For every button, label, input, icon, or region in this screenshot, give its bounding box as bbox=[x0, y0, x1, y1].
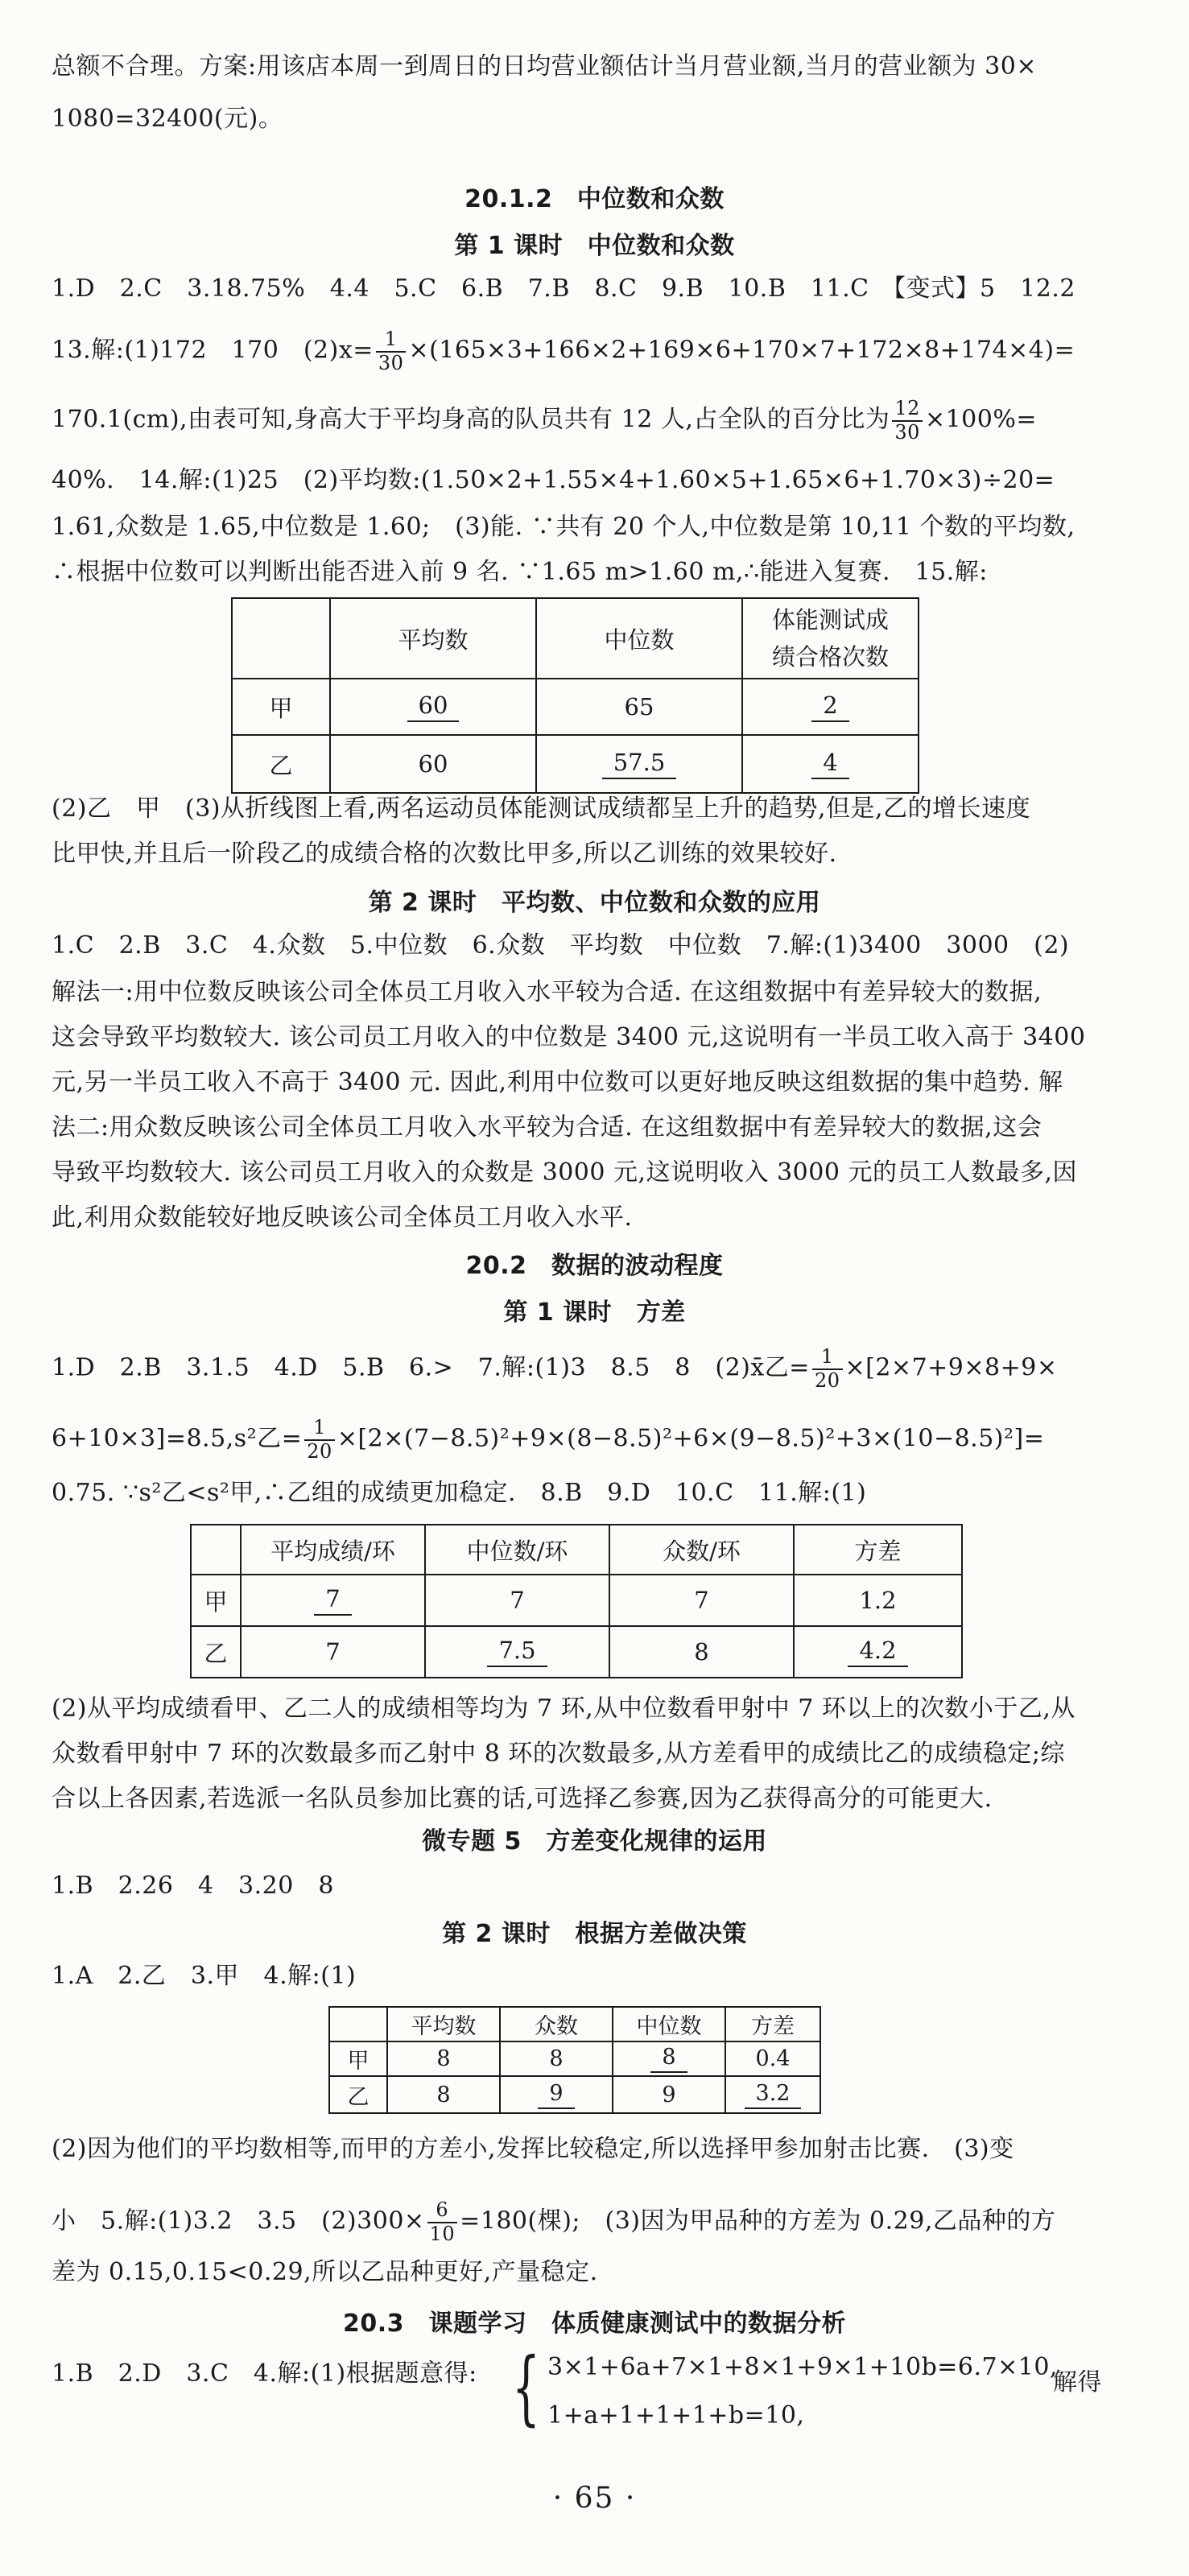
answer-blank: 2 bbox=[811, 691, 848, 722]
table-header-row bbox=[329, 2007, 820, 2041]
table-cell: 65 bbox=[536, 679, 742, 735]
table-header-cell: 中位数 bbox=[536, 598, 742, 679]
table-cell: 7 bbox=[425, 1575, 609, 1626]
text-line: (2)因为他们的平均数相等,而甲的方差小,发挥比较稳定,所以选择甲参加射击比赛. (3)变 bbox=[52, 2135, 1014, 2163]
table-cell: 8 bbox=[609, 1626, 794, 1678]
row-label: 乙 bbox=[232, 735, 330, 793]
section-heading: 20.1.2 中位数和众数 bbox=[464, 185, 725, 213]
section-heading: 20.3 课题学习 体质健康测试中的数据分析 bbox=[342, 2310, 847, 2338]
table-corner-cell bbox=[329, 2007, 387, 2041]
text-segment: 解得 bbox=[1053, 2368, 1102, 2396]
equation-line: 1+a+1+1+1+b=10, bbox=[547, 2401, 805, 2429]
answer-blank: 4.2 bbox=[848, 1637, 907, 1667]
text-line: 合以上各因素,若选派一名队员参加比赛的话,可选择乙参赛,因为乙获得高分的可能更大. bbox=[52, 1785, 993, 1813]
fraction bbox=[304, 1417, 335, 1463]
table-cell bbox=[742, 735, 919, 793]
table-cell bbox=[613, 2041, 725, 2076]
text-segment: ×[2×(7−8.5)²+9×(8−8.5)²+6×(9−8.5)²+3×(10−8.5)²]= bbox=[336, 1424, 1045, 1453]
text-line: 解法一:用中位数反映该公司全体员工月收入水平较为合适. 在这组数据中有差异较大的数据, bbox=[52, 978, 1042, 1006]
page-number: · 65 · bbox=[552, 2482, 637, 2515]
text-line: 1.B 2.D 3.C 4.解:(1)根据题意得: bbox=[52, 2359, 477, 2388]
table-header-cell: 中位数 bbox=[613, 2007, 725, 2041]
text-line: 1.61,众数是 1.65,中位数是 1.60; (3)能. ∵共有 20 个人,中位数是第 10,11 个数的平均数, bbox=[52, 513, 1075, 541]
lesson-heading: 第 1 课时 中位数和众数 bbox=[454, 232, 735, 260]
table-corner-cell bbox=[191, 1525, 241, 1575]
text-line: 这会导致平均数较大. 该公司员工月收入的中位数是 3400 元,这说明有一半员工收入高于 3400 bbox=[52, 1023, 1086, 1051]
text-segment: =180(棵); (3)因为甲品种的方差为 0.29,乙品种的方 bbox=[460, 2207, 1056, 2235]
section-heading: 20.2 数据的波动程度 bbox=[465, 1252, 724, 1280]
table-cell: 7 bbox=[241, 1626, 425, 1678]
text-segment: ×100%= bbox=[924, 405, 1037, 434]
table-header-row bbox=[191, 1525, 962, 1575]
text-line: 1080=32400(元)。 bbox=[52, 105, 283, 133]
text-line: (2)乙 甲 (3)从折线图上看,两名运动员体能测试成绩都呈上升的趋势,但是,乙的增长速度 bbox=[52, 795, 1031, 823]
topic-heading: 微专题 5 方差变化规律的运用 bbox=[422, 1827, 767, 1856]
text-line: 差为 0.15,0.15<0.29,所以乙品种更好,产量稳定. bbox=[52, 2258, 598, 2286]
fraction-numerator: 6 bbox=[427, 2199, 458, 2223]
table-cell bbox=[725, 2076, 820, 2113]
text-line: ∴根据中位数可以判断出能否进入前 9 名. ∵1.65 m>1.60 m,∴能进入复赛. 15.解: bbox=[52, 558, 988, 586]
lesson-heading: 第 2 课时 平均数、中位数和众数的应用 bbox=[368, 889, 821, 917]
table-cell: 8 bbox=[387, 2041, 500, 2076]
answer-blank: 7 bbox=[314, 1585, 351, 1616]
table-cell: 60 bbox=[330, 735, 536, 793]
table-cell: 9 bbox=[613, 2076, 725, 2113]
text-segment: 13.解:(1)172 170 (2)x= bbox=[52, 336, 374, 365]
text-line: 总额不合理。方案:用该店本周一到周日的日均营业额估计当月营业额,当月的营业额为 30× bbox=[52, 52, 1037, 80]
text-line: 元,另一半员工收入不高于 3400 元. 因此,利用中位数可以更好地反映这组数据的集中趋势. 解 bbox=[52, 1068, 1063, 1096]
text-segment: 小 5.解:(1)3.2 3.5 (2)300× bbox=[52, 2207, 425, 2235]
table-cell bbox=[536, 735, 742, 793]
table-header-cell: 众数/环 bbox=[609, 1525, 794, 1575]
table-corner-cell bbox=[232, 598, 330, 679]
text-line: 1.A 2.乙 3.甲 4.解:(1) bbox=[52, 1962, 357, 1990]
fraction bbox=[427, 2199, 458, 2245]
fraction bbox=[892, 398, 923, 444]
fraction bbox=[376, 328, 407, 374]
row-label: 乙 bbox=[191, 1626, 241, 1678]
answer-blank: 4 bbox=[811, 749, 848, 779]
row-label: 甲 bbox=[329, 2041, 387, 2076]
row-label: 甲 bbox=[191, 1575, 241, 1626]
table-header-cell: 方差 bbox=[794, 1525, 962, 1575]
text-line: (2)从平均成绩看甲、乙二人的成绩相等均为 7 环,从中位数看甲射中 7 环以上的次数小于乙,从 bbox=[52, 1695, 1075, 1723]
row-label: 甲 bbox=[232, 679, 330, 735]
text-line bbox=[52, 2199, 1138, 2245]
equation-line: 3×1+6a+7×1+8×1+9×1+10b=6.7×10, bbox=[547, 2353, 1058, 2381]
text-line: 1.B 2.26 4 3.20 8 bbox=[52, 1872, 334, 1900]
fraction-denominator: 20 bbox=[307, 1439, 332, 1463]
table-row bbox=[329, 2076, 820, 2113]
table-cell: 0.4 bbox=[725, 2041, 820, 2076]
text-line bbox=[52, 1417, 1138, 1463]
text-line: 1.C 2.B 3.C 4.众数 5.中位数 6.众数 平均数 中位数 7.解:(1)3400 3000 (2) bbox=[52, 931, 1070, 960]
stats-table-3 bbox=[328, 2006, 821, 2114]
text-segment: 1.D 2.B 3.1.5 4.D 5.B 6.> 7.解:(1)3 8.5 8 (2)x̄乙= bbox=[52, 1353, 810, 1382]
header-line: 绩合格次数 bbox=[771, 643, 889, 671]
table-header-cell: 众数 bbox=[500, 2007, 613, 2041]
table-row bbox=[232, 735, 919, 793]
table-cell: 8 bbox=[500, 2041, 613, 2076]
text-line bbox=[52, 1346, 1138, 1392]
table-header-cell bbox=[742, 598, 919, 679]
fraction-denominator: 10 bbox=[429, 2222, 456, 2245]
fraction-numerator: 1 bbox=[376, 328, 407, 353]
answer-blank: 60 bbox=[407, 691, 460, 722]
fraction-denominator: 20 bbox=[814, 1368, 840, 1392]
text-line: 比甲快,并且后一阶段乙的成绩合格的次数比甲多,所以乙训练的效果较好. bbox=[52, 840, 837, 868]
answer-blank: 8 bbox=[650, 2045, 687, 2073]
table-header-cell: 中位数/环 bbox=[425, 1525, 609, 1575]
header-line: 体能测试成 bbox=[771, 605, 889, 634]
answer-blank: 9 bbox=[538, 2081, 574, 2109]
stats-table-2 bbox=[190, 1524, 963, 1678]
table-header-row bbox=[232, 598, 919, 679]
text-segment: 6+10×3]=8.5,s²乙= bbox=[52, 1424, 303, 1453]
answer-blank: 57.5 bbox=[602, 749, 677, 779]
row-label: 乙 bbox=[329, 2076, 387, 2113]
text-line: 0.75. ∵s²乙<s²甲,∴乙组的成绩更加稳定. 8.B 9.D 10.C 11.解:(1) bbox=[52, 1479, 867, 1507]
table-cell bbox=[500, 2076, 613, 2113]
stats-table-1 bbox=[231, 597, 919, 794]
table-cell bbox=[794, 1626, 962, 1678]
text-line: 40%. 14.解:(1)25 (2)平均数:(1.50×2+1.55×4+1.60×5+1.65×6+1.70×3)÷20= bbox=[52, 466, 1055, 494]
table-cell bbox=[330, 679, 536, 735]
text-line: 法二:用众数反映该公司全体员工月收入水平较为合适. 在这组数据中有差异较大的数据,这会 bbox=[52, 1113, 1042, 1141]
text-line: 1.D 2.C 3.18.75% 4.4 5.C 6.B 7.B 8.C 9.B 10.B 11.C 【变式】5 12.2 bbox=[52, 275, 1075, 303]
fraction-denominator: 30 bbox=[378, 351, 404, 374]
text-segment: 170.1(cm),由表可知,身高大于平均身高的队员共有 12 人,占全队的百分比为 bbox=[52, 405, 890, 434]
table-cell bbox=[425, 1626, 609, 1678]
text-line: 此,利用众数能较好地反映该公司全体员工月收入水平. bbox=[52, 1203, 633, 1232]
text-line bbox=[52, 398, 1138, 444]
fraction-numerator: 1 bbox=[812, 1346, 843, 1370]
fraction-numerator: 1 bbox=[304, 1417, 335, 1441]
text-line bbox=[52, 328, 1138, 374]
table-header-cell: 平均成绩/环 bbox=[241, 1525, 425, 1575]
text-line: 众数看甲射中 7 环的次数最多而乙射中 8 环的次数最多,从方差看甲的成绩比乙的成绩稳定;综 bbox=[52, 1740, 1065, 1768]
table-row bbox=[191, 1575, 962, 1626]
lesson-heading: 第 2 课时 根据方差做决策 bbox=[442, 1920, 747, 1948]
answer-blank: 3.2 bbox=[745, 2081, 802, 2109]
table-cell: 8 bbox=[387, 2076, 500, 2113]
table-cell: 7 bbox=[609, 1575, 794, 1626]
text-line: 导致平均数较大. 该公司员工月收入的众数是 3000 元,这说明收入 3000 元的员工人数最多,因 bbox=[52, 1158, 1077, 1187]
fraction bbox=[812, 1346, 843, 1392]
table-row bbox=[232, 679, 919, 735]
text-segment: ×(165×3+166×2+169×6+170×7+172×8+174×4)= bbox=[408, 336, 1075, 365]
lesson-heading: 第 1 课时 方差 bbox=[503, 1298, 686, 1327]
text-segment: ×[2×7+9×8+9× bbox=[844, 1353, 1058, 1382]
answer-blank: 7.5 bbox=[487, 1637, 547, 1667]
fraction-numerator: 12 bbox=[892, 398, 923, 422]
table-cell bbox=[742, 679, 919, 735]
table-header-cell: 方差 bbox=[725, 2007, 820, 2041]
equation-brace: { bbox=[512, 2340, 540, 2434]
table-row bbox=[191, 1626, 962, 1678]
fraction-denominator: 30 bbox=[894, 420, 920, 444]
table-cell bbox=[241, 1575, 425, 1626]
table-row bbox=[329, 2041, 820, 2076]
table-header-cell: 平均数 bbox=[330, 598, 536, 679]
table-cell: 1.2 bbox=[794, 1575, 962, 1626]
table-header-cell: 平均数 bbox=[387, 2007, 500, 2041]
